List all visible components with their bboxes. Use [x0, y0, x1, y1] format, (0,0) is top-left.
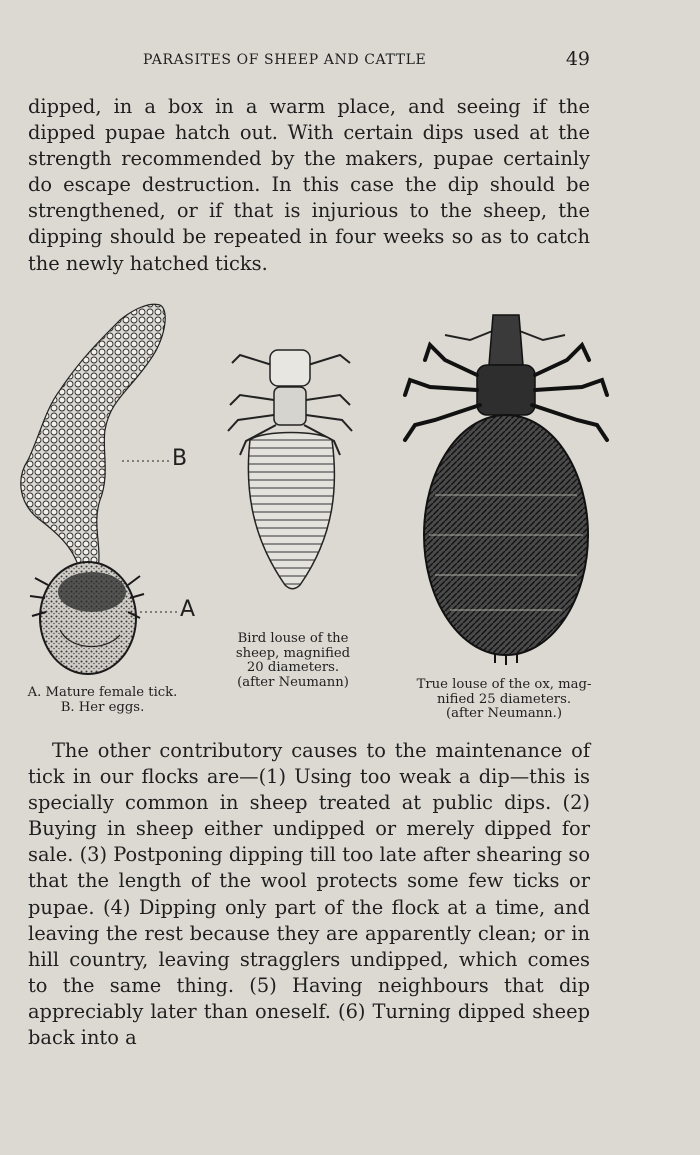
- tick-caption-line-1: A. Mature female tick.: [27, 685, 178, 700]
- label-b: B: [172, 446, 188, 471]
- ox-louse-illustration: [385, 305, 625, 670]
- bird-louse-caption: [218, 632, 368, 690]
- running-title: PARASITES OF SHEEP AND CATTLE: [143, 52, 427, 68]
- page-number: 49: [565, 48, 590, 70]
- bird-louse-caption-line-2: sheep, magnified: [235, 645, 351, 661]
- ox-louse-caption: [398, 678, 610, 722]
- tick-caption-line-2: B. Her eggs.: [60, 699, 145, 715]
- bird-louse-caption-line-3: 20 diameters.: [246, 660, 340, 675]
- tick-caption: [10, 686, 195, 715]
- label-a: A: [180, 597, 196, 622]
- ox-louse-figure: [385, 305, 625, 670]
- ox-louse-caption-line-3: (after Neumann.): [445, 706, 562, 721]
- bird-louse-figure: [210, 345, 370, 605]
- tick-illustration: [10, 300, 210, 685]
- paragraph-bottom: The other contributory causes to the maintenance of tick in our flocks are—(1) Using too weak a dip—this is specially common in sheep treated at public dips. (2) Buying in sheep either undipped or merely dipped for sale. (3) Postponing dipping till too late after shearing so that the length of the wool protects some few ticks or pupae. (4) Dipping only part of the flock at a time, and leaving the rest because they are apparently clean; or in hill country, leaving stragglers undipped, which comes to the same thing. (5) Having neighbours that dip appreciably later than oneself. (6) Turning dipped sheep back into a: [28, 739, 590, 1050]
- bird-louse-caption-line-1: Bird louse of the: [237, 631, 349, 646]
- bird-louse-caption-line-4: (after Neumann): [237, 674, 349, 690]
- tick-figure: [10, 300, 210, 685]
- ox-louse-caption-line-2: nified 25 diameters.: [436, 691, 572, 707]
- bird-louse-illustration: [210, 345, 370, 605]
- ox-louse-caption-line-1: True louse of the ox, mag-: [416, 677, 592, 692]
- paragraph-top: dipped, in a box in a warm place, and seeing if the dipped pupae hatch out. With certain dips used at the strength recommended by the makers, pupae certainly do escape destruction. In this case the dip should be strengthened, or if that is injurious to the sheep, the dipping should be repeated in four weeks so as to catch the newly hatched ticks.: [28, 95, 590, 275]
- page-header: [28, 48, 590, 74]
